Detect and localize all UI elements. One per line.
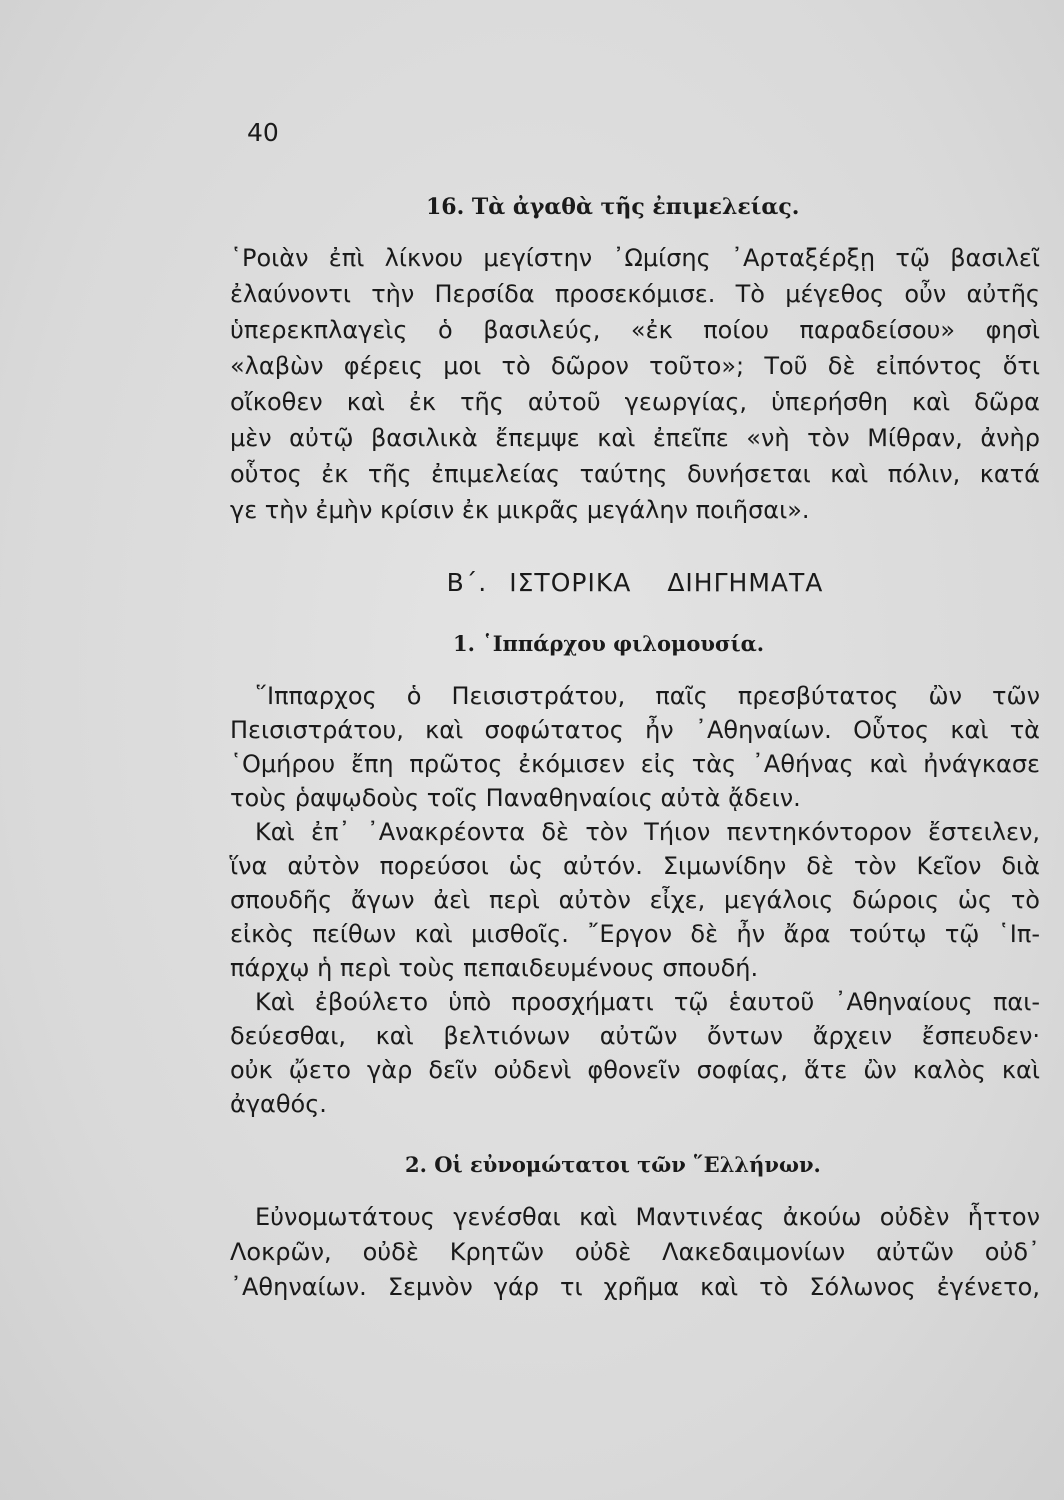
text-line: σπουδῆς ἄγων ἀεὶ περὶ αὐτὸν εἶχε, μεγάλοις δώροις ὡς τὸ [230, 886, 1040, 914]
part-title-word: ΙΣΤΟΡΙΚΑ [509, 568, 632, 597]
text-line: τοὺς ῥαψῳδοὺς τοῖς Παναθηναίοις αὐτὰ ᾄδειν. [230, 784, 801, 812]
text-line: Πεισιστράτου, καὶ σοφώτατος ἦν ᾿Αθηναίων. Οὗτος καὶ τὰ [230, 716, 1040, 744]
section-heading-1: 1. ῾Ιππάρχου φιλομουσία. [453, 631, 765, 656]
part-title-word: ΔΙΗΓΗΜΑΤΑ [667, 568, 824, 597]
section-heading-2: 2. Οἱ εὐνομώτατοι τῶν ῞Ελλήνων. [405, 1152, 821, 1177]
text-line: οἴκοθεν καὶ ἐκ τῆς αὐτοῦ γεωργίας, ὑπερήσθη καὶ δῶρα [230, 388, 1040, 416]
text-line: «λαβὼν φέρεις μοι τὸ δῶρον τοῦτο»; Τοῦ δὲ εἰπόντος ὅτι [230, 352, 1040, 380]
text-line: οὐκ ᾤετο γὰρ δεῖν οὐδενὶ φθονεῖν σοφίας, ἅτε ὢν καλὸς καὶ [230, 1056, 1040, 1084]
text-line: Καὶ ἐβούλετο ὑπὸ προσχήματι τῷ ἑαυτοῦ ᾿Αθηναίους παι- [255, 988, 1040, 1016]
text-line: οὗτος ἐκ τῆς ἐπιμελείας ταύτης δυνήσεται καὶ πόλιν, κατά [230, 460, 1040, 488]
text-line: ῞Ιππαρχος ὁ Πεισιστράτου, παῖς πρεσβύτατος ὢν τῶν [255, 682, 1040, 710]
text-line: μὲν αὐτῷ βασιλικὰ ἔπεμψε καὶ ἐπεῖπε «νὴ τὸν Μίθραν, ἀνὴρ [230, 424, 1040, 452]
section-heading-16: 16. Τὰ ἀγαθὰ τῆς ἐπιμελείας. [426, 194, 800, 220]
text-line: ῾Ομήρου ἔπη πρῶτος ἐκόμισεν εἰς τὰς ᾿Αθήνας καὶ ἠνάγκασε [230, 750, 1040, 778]
text-line: ἐλαύνοντι τὴν Περσίδα προσεκόμισε. Τὸ μέγεθος οὖν αὐτῆς [230, 280, 1040, 308]
text-line: ὑπερεκπλαγεὶς ὁ βασιλεύς, «ἐκ ποίου παραδείσου» φησὶ [230, 316, 1040, 344]
part-heading [230, 568, 1040, 597]
text-line: εἰκὸς πείθων καὶ μισθοῖς. ῎Εργον δὲ ἦν ἄρα τούτῳ τῷ ῾Ιπ- [230, 920, 1040, 948]
text-line: Εὐνομωτάτους γενέσθαι καὶ Μαντινέας ἀκούω οὐδὲν ἧττον [255, 1203, 1040, 1231]
text-line: γε τὴν ἐμὴν κρίσιν ἐκ μικρᾶς μεγάλην ποιῆσαι». [230, 496, 810, 524]
text-line: ἵνα αὐτὸν πορεύσοι ὡς αὐτόν. Σιμωνίδην δὲ τὸν Κεῖον διὰ [230, 852, 1040, 880]
page-number: 40 [247, 118, 279, 147]
text-line: ᾿Αθηναίων. Σεμνὸν γάρ τι χρῆμα καὶ τὸ Σόλωνος ἐγένετο, [230, 1273, 1040, 1301]
text-line: Καὶ ἐπ᾿ ᾿Ανακρέοντα δὲ τὸν Τήιον πεντηκόντορον ἔστειλεν, [255, 818, 1040, 846]
text-line: Λοκρῶν, οὐδὲ Κρητῶν οὐδὲ Λακεδαιμονίων αὐτῶν οὐδ᾿ [230, 1238, 1040, 1266]
text-line: δεύεσθαι, καὶ βελτιόνων αὐτῶν ὄντων ἄρχειν ἔσπευδεν· [230, 1022, 1040, 1050]
text-line: ῾Ροιὰν ἐπὶ λίκνου μεγίστην ᾿Ωμίσης ᾿Αρταξέρξῃ τῷ βασιλεῖ [230, 244, 1040, 272]
text-line: ἀγαθός. [230, 1090, 327, 1118]
part-numeral: Β΄. [446, 568, 488, 597]
text-line: πάρχῳ ἡ περὶ τοὺς πεπαιδευμένους σπουδή. [230, 954, 759, 982]
